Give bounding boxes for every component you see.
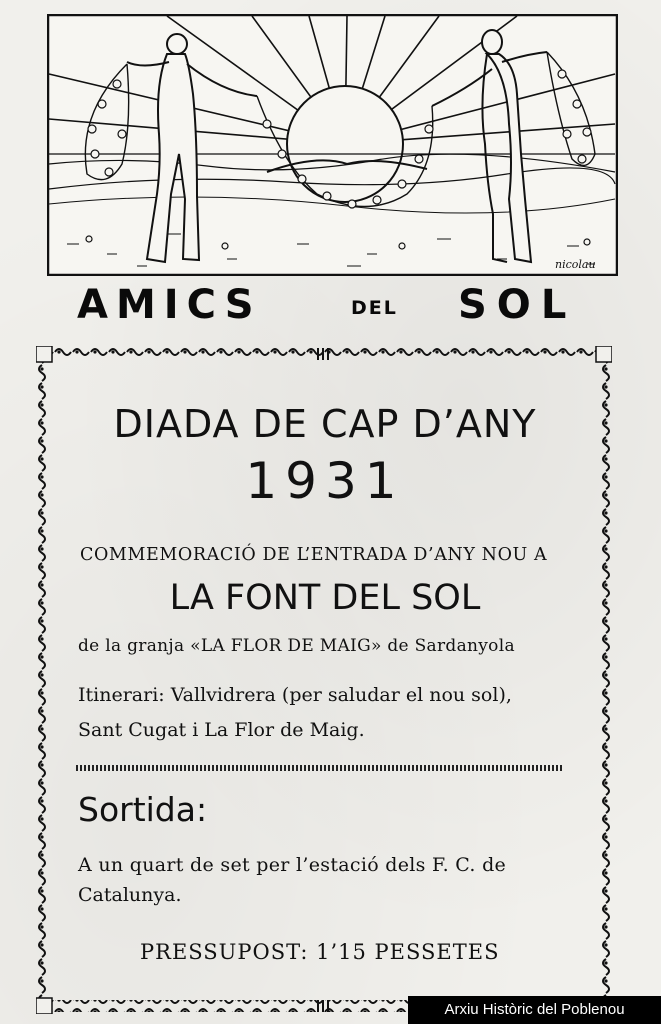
heading-del: DEL (351, 297, 398, 319)
commemoration-text: COMMEMORACIÓ DE L’ENTRADA D’ANY NOU A (80, 545, 548, 565)
artist-signature: nicolau (555, 258, 596, 271)
departure-line-2: Catalunya. (78, 884, 182, 906)
event-year: 1931 (245, 452, 405, 510)
itinerary-line-1: Itinerari: Vallvidrera (per saludar el nou sol), (78, 684, 512, 706)
itinerary-line-2: Sant Cugat i La Flor de Maig. (78, 719, 365, 741)
event-title: DIADA DE CAP D’ANY (113, 402, 537, 446)
departure-heading: Sortida: (78, 790, 208, 829)
place-name: LA FONT DEL SOL (169, 578, 481, 618)
heading-amics: AMICS (77, 282, 262, 328)
archive-credit: Arxiu Històric del Poblenou (408, 996, 661, 1024)
granja-text: de la granja «LA FLOR DE MAIG» de Sardanyola (78, 636, 515, 656)
heading-sol: SOL (458, 282, 577, 328)
departure-line-1: A un quart de set per l’estació dels F. C. de (78, 854, 507, 876)
dotted-separator (76, 765, 564, 771)
budget-text: PRESSUPOST: 1’15 PESSETES (140, 940, 500, 964)
